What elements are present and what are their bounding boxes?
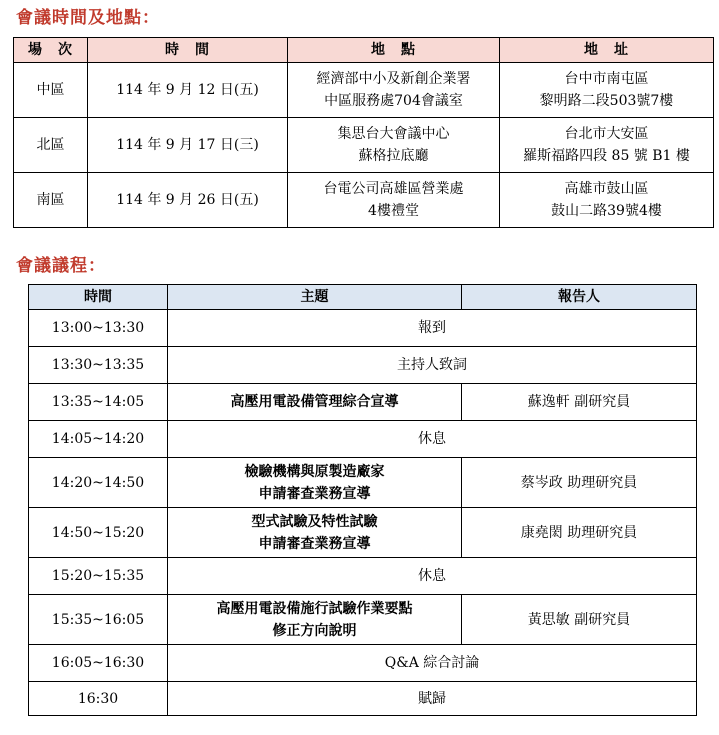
place-line2: 蘇格拉底廳 (358, 148, 429, 164)
agenda-row (29, 595, 697, 645)
agenda-table (28, 284, 697, 716)
agenda-row (29, 310, 697, 347)
agenda-row (29, 458, 697, 508)
agenda-row (29, 682, 697, 716)
agenda-row (29, 384, 697, 421)
address-line1: 台中市南屯區 (564, 71, 649, 87)
topic-line2: 修正方向說明 (272, 622, 357, 639)
date-cell: 114 年 9 月 26 日(五) (88, 173, 288, 228)
place-cell (288, 118, 500, 173)
address-cell (500, 173, 714, 228)
header-location: 地 點 (288, 38, 500, 63)
speaker-cell: 黃思敏 副研究員 (462, 595, 697, 645)
topic-line1: 高壓用電設備施行試驗作業要點 (216, 600, 413, 617)
time-cell: 14:50~15:20 (29, 508, 168, 558)
agenda-row (29, 508, 697, 558)
topic-cell (168, 458, 462, 508)
region-cell: 南區 (14, 173, 88, 228)
time-cell: 14:20~14:50 (29, 458, 168, 508)
topic-line1: 檢驗機構與原製造廠家 (244, 463, 385, 480)
time-cell: 14:05~14:20 (29, 421, 168, 458)
venue-table (13, 37, 714, 228)
header-topic: 主題 (168, 285, 462, 310)
place-cell (288, 173, 500, 228)
topic-cell: 休息 (168, 421, 697, 458)
topic-line1: 型式試驗及特性試驗 (251, 513, 378, 530)
place-line2: 中區服務處704會議室 (324, 93, 463, 109)
region-cell: 中區 (14, 63, 88, 118)
venue-row-south (14, 173, 714, 228)
address-line1: 高雄市鼓山區 (564, 181, 649, 197)
date-cell: 114 年 9 月 12 日(五) (88, 63, 288, 118)
time-cell: 15:35~16:05 (29, 595, 168, 645)
speaker-cell: 蔡岑政 助理研究員 (462, 458, 697, 508)
header-session: 場 次 (14, 38, 88, 63)
topic-cell: Q&A 綜合討論 (168, 645, 697, 682)
header-address: 地 址 (500, 38, 714, 63)
venue-row-central (14, 63, 714, 118)
topic-cell: 主持人致詞 (168, 347, 697, 384)
topic-cell: 休息 (168, 558, 697, 595)
time-cell: 13:35~14:05 (29, 384, 168, 421)
topic-line2: 申請審查業務宣導 (258, 535, 371, 552)
time-cell: 16:30 (29, 682, 168, 716)
date-cell: 114 年 9 月 17 日(三) (88, 118, 288, 173)
address-line2: 鼓山二路39號4樓 (551, 203, 662, 219)
topic-cell: 賦歸 (168, 682, 697, 716)
venue-section-heading: 會議時間及地點： (16, 8, 160, 28)
address-line2: 黎明路二段503號7樓 (539, 93, 674, 109)
place-line1: 集思台大會議中心 (337, 126, 450, 142)
time-cell: 16:05~16:30 (29, 645, 168, 682)
topic-cell: 報到 (168, 310, 697, 347)
place-line2: 4樓禮堂 (368, 203, 419, 219)
speaker-cell: 康堯閎 助理研究員 (462, 508, 697, 558)
region-cell: 北區 (14, 118, 88, 173)
venue-header-row (14, 38, 714, 63)
address-cell (500, 63, 714, 118)
header-speaker: 報告人 (462, 285, 697, 310)
speaker-cell: 蘇逸軒 副研究員 (462, 384, 697, 421)
place-cell (288, 63, 500, 118)
address-line1: 台北市大安區 (564, 126, 649, 142)
time-cell: 15:20~15:35 (29, 558, 168, 595)
topic-line2: 申請審查業務宣導 (258, 485, 371, 502)
place-line1: 台電公司高雄區營業處 (323, 181, 464, 197)
place-line1: 經濟部中小及新創企業署 (316, 71, 471, 87)
agenda-row (29, 645, 697, 682)
agenda-row (29, 558, 697, 595)
agenda-header-row (29, 285, 697, 310)
topic-cell (168, 508, 462, 558)
agenda-row (29, 347, 697, 384)
header-time: 時間 (29, 285, 168, 310)
topic-cell: 高壓用電設備管理綜合宣導 (168, 384, 462, 421)
topic-cell (168, 595, 462, 645)
address-line2: 羅斯福路四段 85 號 B1 樓 (523, 148, 690, 164)
agenda-row (29, 421, 697, 458)
time-cell: 13:00~13:30 (29, 310, 168, 347)
agenda-section-heading: 會議議程： (16, 256, 106, 276)
header-time: 時 間 (88, 38, 288, 63)
time-cell: 13:30~13:35 (29, 347, 168, 384)
venue-row-north (14, 118, 714, 173)
address-cell (500, 118, 714, 173)
